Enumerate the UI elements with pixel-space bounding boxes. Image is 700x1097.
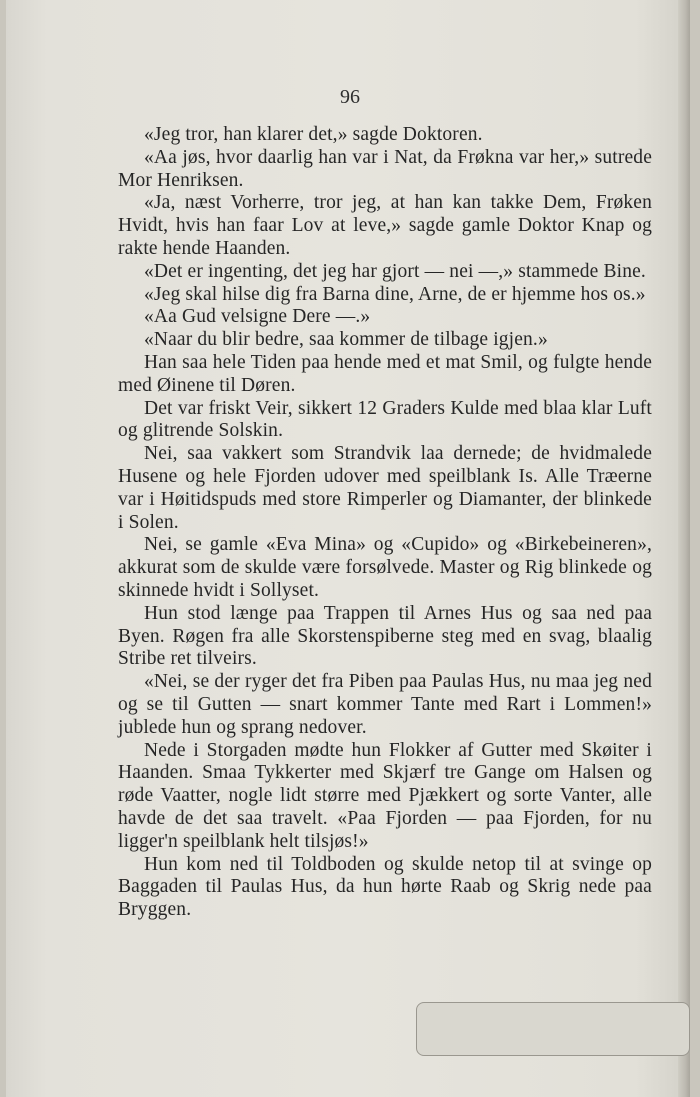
paragraph: «Aa Gud velsigne Dere —.» xyxy=(144,306,371,328)
page-number: 96 xyxy=(340,86,360,108)
paragraph: «Det er ingenting, det jeg har gjort — nei —,» stammede Bine. xyxy=(144,260,646,282)
paragraph: «Nei, se der ryger det fra Piben paa Paulas Hus, nu maa jeg ned og se til Gutten — snart kommer Tante med Rart i Lommen!» jublede hun og sprang nedover. xyxy=(118,671,652,738)
paragraph: Nei, saa vakkert som Strandvik laa dernede; de hvidmalede Husene og hele Fjorden udover med speilblank Is. Alle Træerne var i Høitidspuds med store Rimperler og Diamanter, der blinkede i Solen. xyxy=(118,443,652,533)
body-text xyxy=(118,124,652,922)
paragraph: «Naar du blir bedre, saa kommer de tilbage igjen.» xyxy=(144,329,548,351)
paragraph: «Jeg tror, han klarer det,» sagde Doktoren. xyxy=(144,124,483,145)
paragraph: Hun kom ned til Toldboden og skulde netop til at svinge op Baggaden til Paulas Hus, da hun hørte Raab og Skrig nede paa Bryggen. xyxy=(118,853,652,921)
paragraph: «Aa jøs, hvor daarlig han var i Nat, da Frøkna var her,» sutrede Mor Henriksen. xyxy=(118,146,652,191)
paragraph: Nei, se gamle «Eva Mina» og «Cupido» og «Birkebeineren», akkurat som de skulde være forsølvede. Master og Rig blinkede og skinnede hvidt i Sollyset. xyxy=(118,534,652,601)
paragraph: «Jeg skal hilse dig fra Barna dine, Arne, de er hjemme hos os.» xyxy=(144,283,646,305)
page-edge xyxy=(678,0,690,1097)
paragraph: «Ja, næst Vorherre, tror jeg, at han kan takke Dem, Frøken Hvidt, hvis han faar Lov at leve,» sagde gamle Doktor Knap og rakte hende Haanden. xyxy=(118,192,652,259)
paragraph: Det var friskt Veir, sikkert 12 Graders Kulde med blaa klar Luft og glitrende Solskin. xyxy=(118,397,652,442)
library-label-box xyxy=(416,1002,690,1056)
paragraph: Nede i Storgaden mødte hun Flokker af Gutter med Skøiter i Haanden. Smaa Tykkerter med Skjærf tre Gange om Halsen og røde Vaatter, nogle lidt større med Pjækkert og sorte Vanter, alle havde de det saa travelt. «Paa Fjorden — paa Fjorden, for nu ligger'n speilblank helt tilsjøs!» xyxy=(118,739,652,852)
paragraph: Hun stod længe paa Trappen til Arnes Hus og saa ned paa Byen. Røgen fra alle Skorstenspiberne steg med en svag, blaalig Stribe ret tilveirs. xyxy=(118,602,652,670)
paragraph: Han saa hele Tiden paa hende med et mat Smil, og fulgte hende med Øinene til Døren. xyxy=(118,351,652,396)
